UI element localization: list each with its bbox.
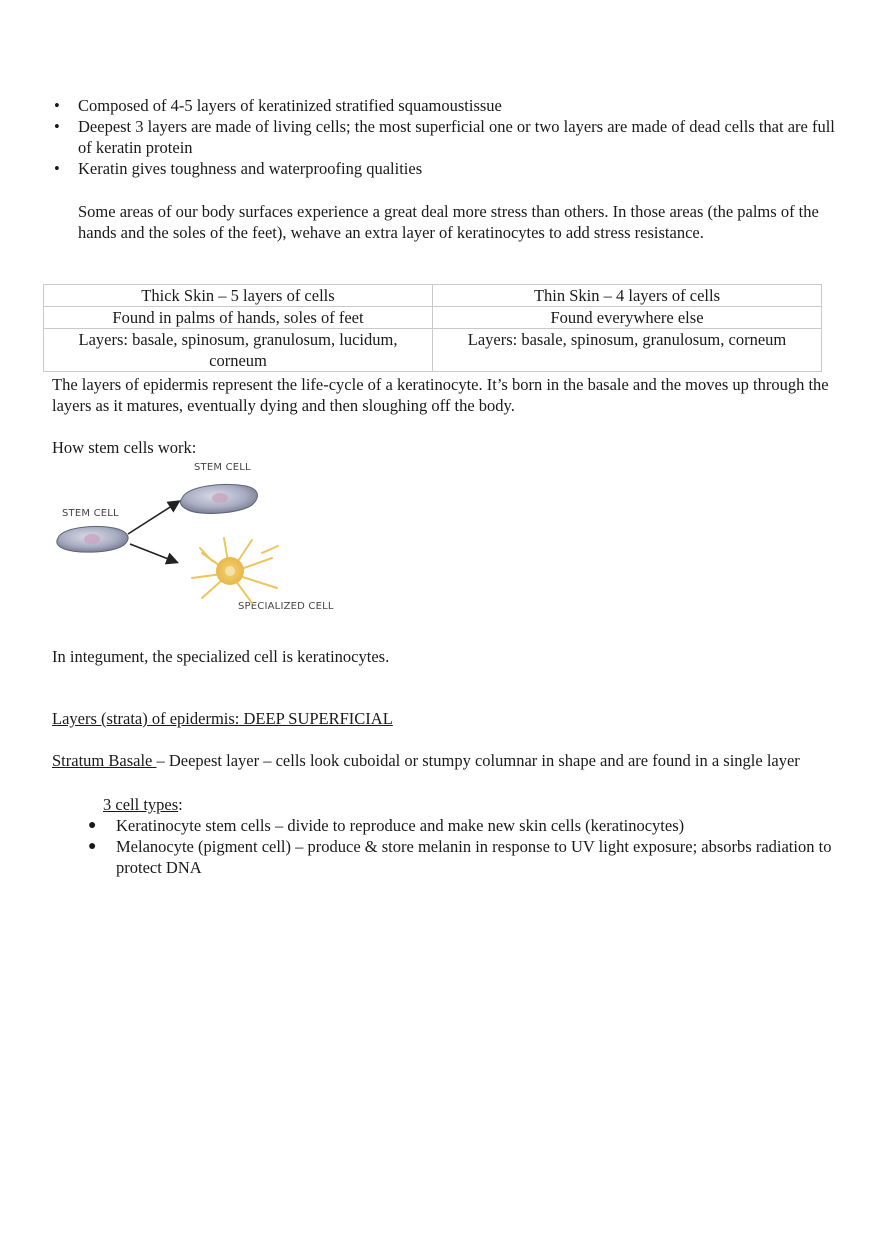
stem-cell-top [180, 485, 257, 514]
bullet-icon: • [54, 159, 60, 178]
arrows [128, 502, 178, 562]
bullet-icon: • [54, 96, 60, 115]
stem-cell-left [57, 526, 128, 552]
cell-type-text: Keratinocyte stem cells – divide to reproduce and make new skin cells (keratinocytes) [116, 816, 685, 835]
stem-cell-label-top: STEM CELL [194, 462, 251, 473]
bullet-icon: ● [88, 818, 97, 833]
list-item [52, 116, 852, 158]
arrow-to-specialized-cell [130, 544, 176, 562]
stratum-basale-text: – Deepest layer – cells look cuboidal or stumpy columnar in shape and are found in a single layer [156, 751, 800, 770]
cell-types-label: 3 cell types [103, 795, 179, 814]
bullet-text: Composed of 4-5 layers of keratinized stratified squamoustissue [78, 96, 502, 115]
table-row [44, 285, 822, 307]
stem-cell-diagram [52, 458, 352, 618]
integument-line: In integument, the specialized cell is keratinocytes. [52, 647, 390, 666]
stem-cell-label-left: STEM CELL [62, 508, 119, 519]
stratum-basale-paragraph [52, 750, 842, 771]
layers-heading: Layers (strata) of epidermis: DEEP SUPERFICIAL [52, 709, 393, 728]
skin-comparison-table [43, 284, 822, 372]
table-cell: Thin Skin – 4 layers of cells [433, 285, 822, 307]
bullet-icon: ● [88, 839, 97, 854]
bullet-text: Deepest 3 layers are made of living cells; the most superficial one or two layers are made of dead cells that are full of keratin protein [78, 117, 835, 157]
table-cell: Layers: basale, spinosum, granulosum, corneum [433, 329, 822, 372]
list-item [88, 815, 848, 836]
table-row [44, 329, 822, 372]
cell-types-colon: : [178, 795, 183, 814]
lifecycle-paragraph: The layers of epidermis represent the life-cycle of a keratinocyte. It’s born in the basale and the moves up through the layers as it matures, eventually dying and then sloughing off the body. [52, 375, 829, 415]
cell-types-heading [103, 794, 183, 815]
stress-paragraph: Some areas of our body surfaces experience a great deal more stress than others. In those areas (the palms of the hands and the soles of the feet), wehave an extra layer of keratinocytes to add stress resistance. [78, 202, 819, 242]
stem-cells-heading: How stem cells work: [52, 438, 197, 457]
list-item [88, 836, 848, 878]
cell-type-text: Melanocyte (pigment cell) – produce & store melanin in response to UV light exposure; absorbs radiation to protect DNA [116, 837, 832, 877]
specialized-cell-label: SPECIALIZED CELL [238, 601, 334, 612]
bullet-icon: • [54, 117, 60, 136]
cell-types-list [88, 815, 848, 878]
intro-bullet-list [52, 95, 852, 179]
bullet-text: Keratin gives toughness and waterproofing qualities [78, 159, 423, 178]
stratum-basale-title: Stratum Basale [52, 751, 157, 770]
table-cell: Layers: basale, spinosum, granulosum, lucidum, corneum [44, 329, 433, 372]
list-item [52, 158, 852, 179]
table-row [44, 307, 822, 329]
specialized-cell [192, 538, 278, 603]
table-cell: Found in palms of hands, soles of feet [44, 307, 433, 329]
table-cell: Thick Skin – 5 layers of cells [44, 285, 433, 307]
table-cell: Found everywhere else [433, 307, 822, 329]
arrow-to-stem-cell [128, 502, 178, 534]
list-item [52, 95, 852, 116]
